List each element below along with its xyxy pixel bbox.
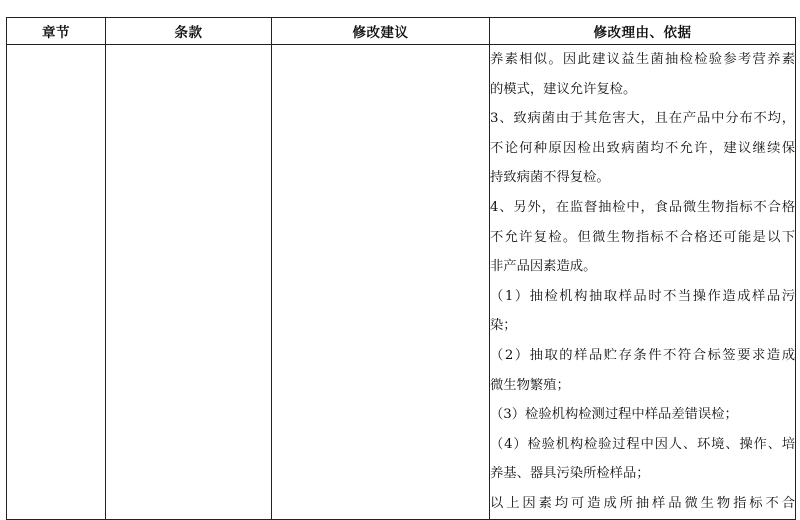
chapter-cell <box>7 45 106 520</box>
reason-line: 不论何种原因检出致病菌均不允许，建议继续保 <box>490 140 795 156</box>
table-row <box>7 45 796 520</box>
suggestion-cell <box>272 45 490 520</box>
header-clause: 条款 <box>106 18 272 45</box>
header-reason: 修改理由、依据 <box>490 18 796 45</box>
header-chapter: 章节 <box>7 18 106 45</box>
reason-line: 养基、器具污染所检样品； <box>490 466 650 482</box>
reason-line: 以上因素均可造成所抽样品微生物指标不合 <box>490 495 795 511</box>
reason-line: （3）检验机构检测过程中样品差错误检； <box>490 407 738 423</box>
reason-line: 染； <box>490 318 517 334</box>
reason-line: （2）抽取的样品贮存条件不符合标签要求造成 <box>490 347 795 363</box>
reason-line: 的模式，建议允许复检。 <box>490 81 637 97</box>
reason-line: （1）抽检机构抽取样品时不当操作造成样品污 <box>490 288 795 304</box>
clause-cell <box>106 45 272 520</box>
reason-line: 养素相似。因此建议益生菌抽检检验参考营养素 <box>490 52 795 67</box>
header-suggestion: 修改建议 <box>272 18 490 45</box>
reason-line: （4）检验机构检验过程中因人、环境、操作、培 <box>490 436 795 452</box>
amendment-table <box>6 17 796 520</box>
reason-line: 持致病菌不得复检。 <box>490 170 610 186</box>
reason-line: 3、致病菌由于其危害大，且在产品中分布不均， <box>490 111 795 127</box>
reason-line: 不允许复检。但微生物指标不合格还可能是以下 <box>490 229 795 245</box>
reason-line: 4、另外，在监督抽检中，食品微生物指标不合格 <box>490 199 795 215</box>
table-header-row <box>7 18 796 45</box>
reason-line: 微生物繁殖； <box>490 377 570 393</box>
reason-text <box>490 45 795 519</box>
reason-line: 非产品因素造成。 <box>490 259 597 275</box>
reason-cell <box>490 45 796 520</box>
